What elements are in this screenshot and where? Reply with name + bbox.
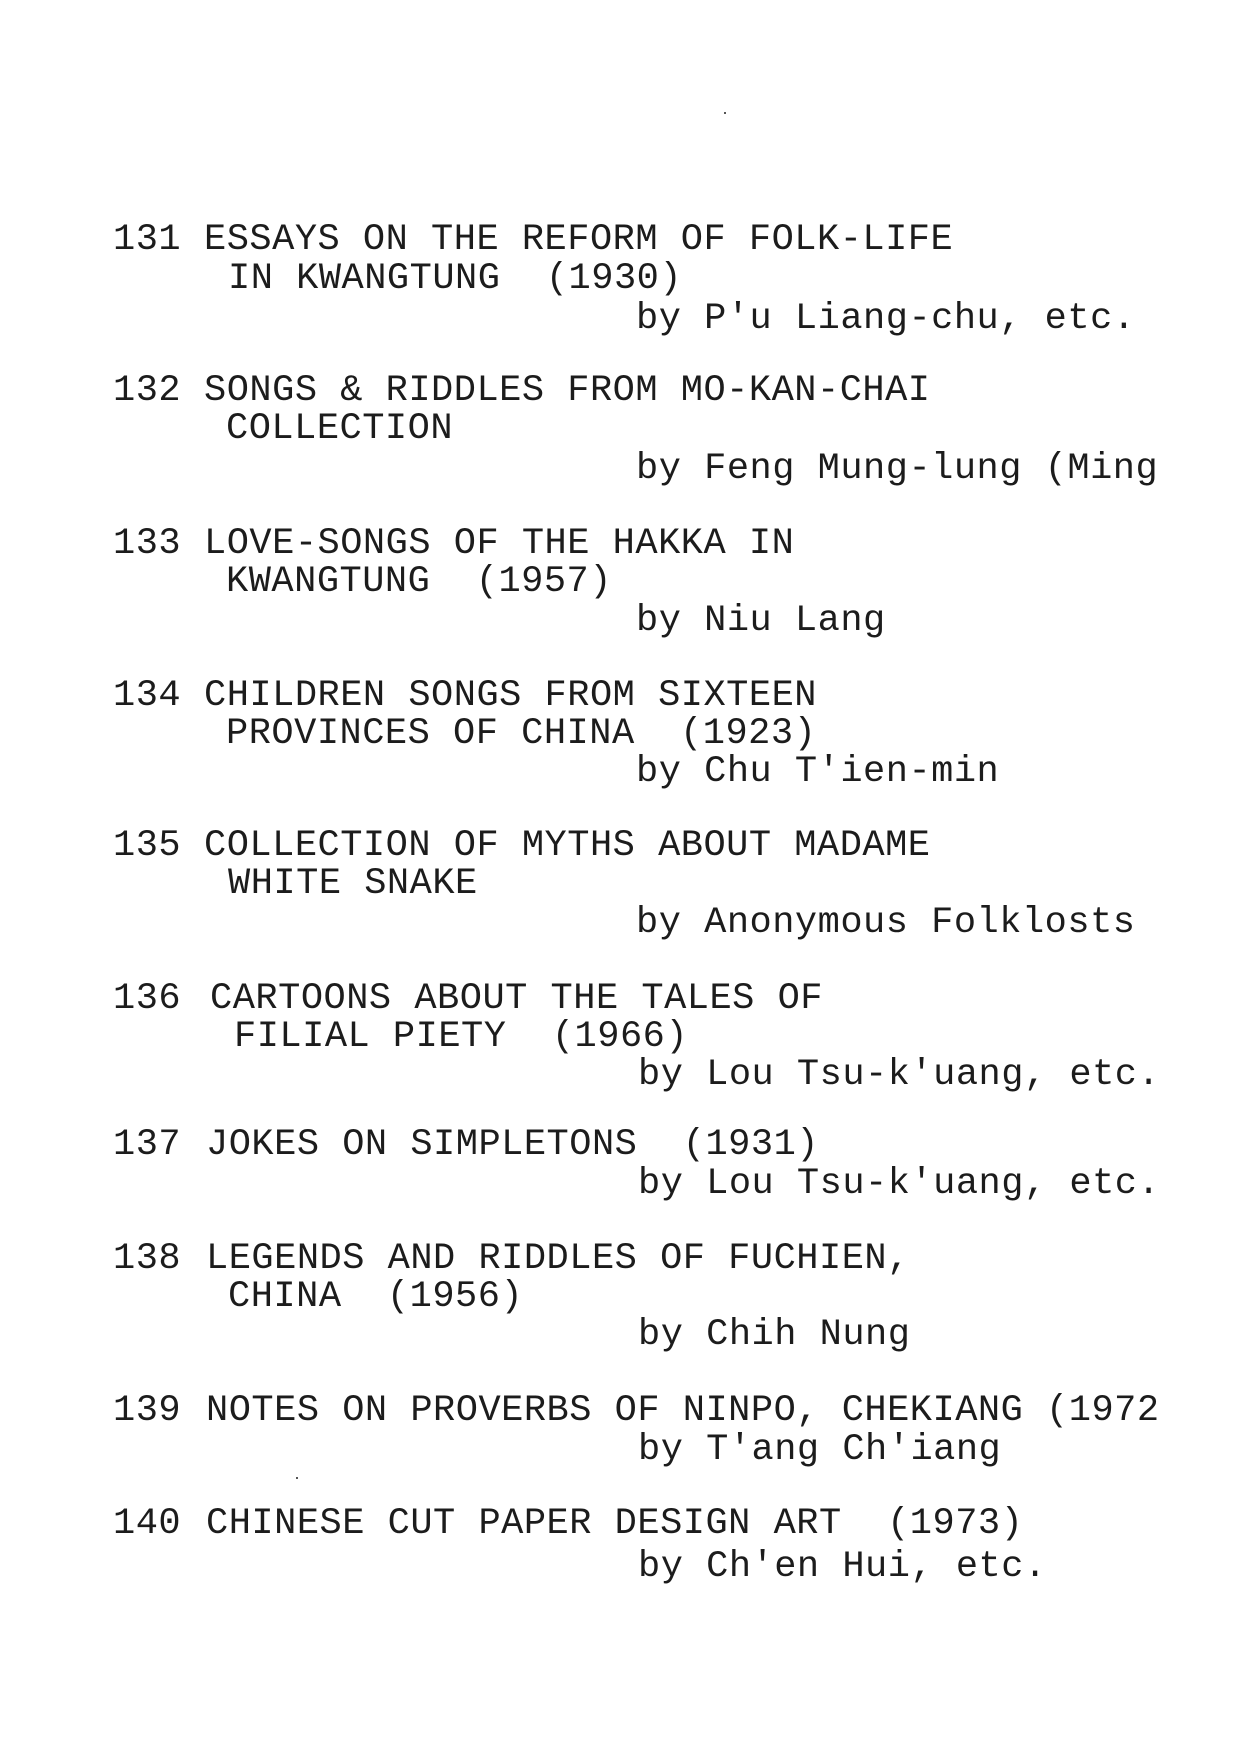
entry-title-line: JOKES ON SIMPLETONS (1931) xyxy=(206,1124,819,1166)
speck-mark xyxy=(296,1477,298,1479)
entry-number: 133 xyxy=(113,523,182,565)
entry-author: by Ch'en Hui, etc. xyxy=(638,1546,1047,1588)
entry-author: by Lou Tsu-k'uang, etc. xyxy=(638,1054,1161,1096)
entry-title-line: NOTES ON PROVERBS OF NINPO, CHEKIANG (1972 xyxy=(206,1390,1160,1432)
entry-title-line: SONGS & RIDDLES FROM MO-KAN-CHAI xyxy=(204,370,931,412)
entry-author: by Lou Tsu-k'uang, etc. xyxy=(638,1163,1161,1205)
entry-title-line: CHILDREN SONGS FROM SIXTEEN xyxy=(204,675,817,717)
entry-author: by Feng Mung-lung (Ming xyxy=(636,448,1159,490)
entry-number: 138 xyxy=(113,1238,182,1280)
entry-author: by Anonymous Folklosts xyxy=(636,902,1136,944)
entry-number: 135 xyxy=(113,825,182,867)
entry-title-line: KWANGTUNG (1957) xyxy=(226,561,612,603)
entry-title-line: CHINA (1956) xyxy=(228,1276,524,1318)
entry-author: by T'ang Ch'iang xyxy=(638,1429,1002,1471)
entry-title-line: PROVINCES OF CHINA (1923) xyxy=(226,713,817,755)
entry-title-line: LEGENDS AND RIDDLES OF FUCHIEN, xyxy=(206,1238,910,1280)
speck-mark xyxy=(724,112,726,114)
entry-number: 134 xyxy=(113,675,182,717)
entry-author: by Chu T'ien-min xyxy=(636,751,1000,793)
entry-title-line: FILIAL PIETY (1966) xyxy=(234,1016,689,1058)
entry-title-line: CHINESE CUT PAPER DESIGN ART (1973) xyxy=(206,1503,1024,1545)
entry-title-line: COLLECTION OF MYTHS ABOUT MADAME xyxy=(204,825,931,867)
entry-title-line: ESSAYS ON THE REFORM OF FOLK-LIFE xyxy=(204,219,954,261)
entry-number: 132 xyxy=(113,370,182,412)
entry-title-line: WHITE SNAKE xyxy=(228,863,478,905)
entry-number: 131 xyxy=(113,219,182,261)
entry-number: 140 xyxy=(113,1503,182,1545)
entry-title-line: IN KWANGTUNG (1930) xyxy=(228,258,683,300)
entry-number: 137 xyxy=(113,1124,182,1166)
entry-author: by Chih Nung xyxy=(638,1314,911,1356)
entry-author: by P'u Liang-chu, etc. xyxy=(636,298,1136,340)
entry-number: 139 xyxy=(113,1390,182,1432)
entry-title-line: CARTOONS ABOUT THE TALES OF xyxy=(210,978,823,1020)
entry-number: 136 xyxy=(113,978,182,1020)
entry-title-line: LOVE-SONGS OF THE HAKKA IN xyxy=(204,523,795,565)
entry-author: by Niu Lang xyxy=(636,600,886,642)
entry-title-line: COLLECTION xyxy=(226,408,454,450)
